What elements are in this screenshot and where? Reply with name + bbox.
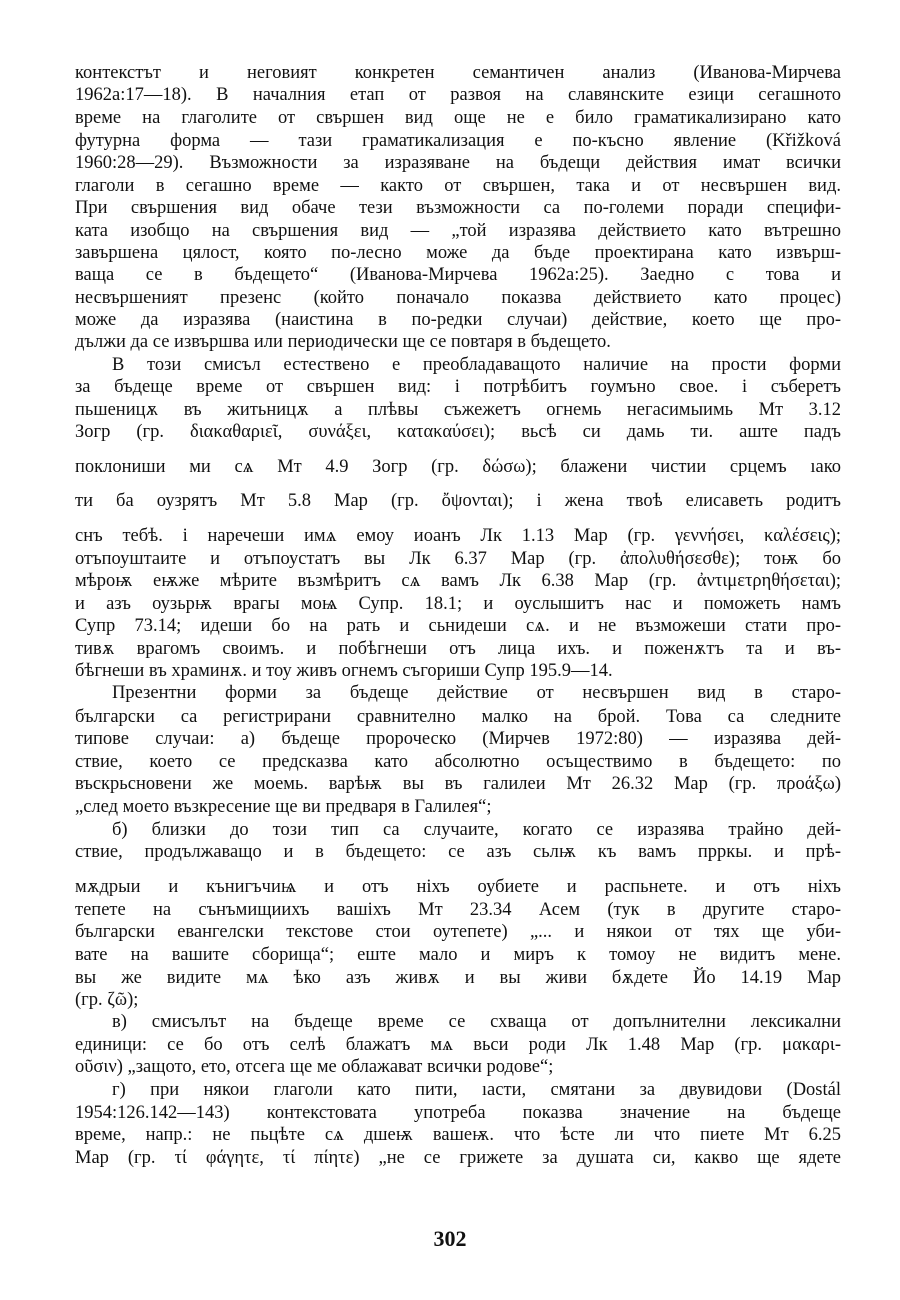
text-line: време на глаголите от свършен вид още не е било граматикализирано като <box>75 108 841 128</box>
text-line: типове случаи: а) бъдеще пророческо (Мирчев 1972:80) — изразява дей- <box>75 729 841 749</box>
text-line: отъпоуштаите и отъпоустатъ вы Лк 6.37 Мар (гр. ἀπολυθήσεσθε); тоѭ бо <box>75 549 841 569</box>
text-line: (гр. ζῶ); <box>75 990 139 1010</box>
text-line: ствие, което се предсказва като абсолютно осъществимо в бъдещето: по <box>75 752 841 772</box>
text-line: поклониши ми сѧ Мт 4.9 Зогр (гр. δώσω); блажени чистии срцемъ ıако <box>75 457 841 477</box>
text-line: пьшеницѫ въ житьницѫ а плѣвы съжежетъ огнемь негасимыимь Мт 3.12 <box>75 400 841 420</box>
text-line: дължи да се извършва или периодически ще се повтаря в бъдещето. <box>75 332 611 352</box>
text-line: в) смисълът на бъдеще време се схваща от допълнителни лексикални <box>112 1012 841 1032</box>
text-line: контекстът и неговият конкретен семантичен анализ (Иванова-Мирчева <box>75 63 841 83</box>
text-line: и азъ оузьрѭ врагы моѩ Супр. 18.1; и оуслышитъ нас и поможеть намъ <box>75 594 841 614</box>
text-line: При свършения вид обаче тези възможности са по-големи поради специфи- <box>75 198 841 218</box>
text-line: глаголи в сегашно време — както от свършен, така и от несвършен вид. <box>75 176 841 196</box>
text-line: тивѫ врагомъ своимъ. и побѣгнеши отъ лица ихъ. и поженѫтъ та и въ- <box>75 639 841 659</box>
text-line: футурна форма — тази граматикализация е по-късно явление (Křižková <box>75 131 841 151</box>
text-line: г) при някои глаголи като пити, ıасти, смятани за двувидови (Dostál <box>112 1080 841 1100</box>
text-line: мѣроѭ еѭже мѣрите възмѣритъ сѧ вамъ Лк 6.38 Мар (гр. ἀντιμετρηθήσεται); <box>75 571 841 591</box>
text-line: бѣгнеши въ храминѫ. и тоу живъ огнемъ съгориши Супр 195.9—14. <box>75 661 613 681</box>
text-line: Презентни форми за бъдеще действие от несвършен вид в старо- <box>112 683 841 703</box>
text-line: вате на вашите сборища“; еште мало и миръ к томоу не видитъ мене. <box>75 945 841 965</box>
text-line: 1960:28—29). Възможности за изразяване на бъдещи действия имат всички <box>75 153 841 173</box>
text-line: В този смисъл естествено е преобладаващото наличие на прости форми <box>112 355 841 375</box>
page-number: 302 <box>433 1226 467 1251</box>
text-line: може да изразява (наистина в по-редки случаи) действие, което ще про- <box>75 310 841 330</box>
text-line: б) близки до този тип са случаите, когато се изразява трайно дей- <box>112 820 841 840</box>
text-line: въскрьсновени же моемь. варѣѭ вы въ галилеи Мт 26.32 Мар (гр. προάξω) <box>75 774 841 794</box>
text-line: ката изобщо на свършения вид — „той изразява действието като вътрешно <box>75 221 841 241</box>
text-line: „след моето възкресение ще ви предваря в Галилея“; <box>75 797 492 817</box>
text-line: български евангелски текстове стои оутепете) „... и някои от тях ще уби- <box>75 922 841 942</box>
text-line: οῦσιν) „защото, ето, отсега ще ме облажават всички родове“; <box>75 1057 554 1077</box>
text-line: ти ба оузрятъ Мт 5.8 Мар (гр. ὄψονται); і жена твоѣ елисаветь родитъ <box>75 491 841 511</box>
text-line: Мар (гр. τί φάγητε, τί πίητε) „не се грижете за душата си, какво ще ядете <box>75 1148 841 1168</box>
text-line: единици: се бо отъ селѣ блажатъ мѧ вьси роди Лк 1.48 Мар (гр. μακαρι- <box>75 1035 841 1055</box>
text-line: снъ тебѣ. і наречеши имѧ емоу иоанъ Лк 1.13 Мар (гр. γεννήσει, καλέσεις); <box>75 526 841 546</box>
text-line: ваща се в бъдещето“ (Иванова-Мирчева 1962а:25). Заедно с това и <box>75 265 841 285</box>
text-line: 1962а:17—18). В началния етап от развоя на славянските езици сегашното <box>75 85 841 105</box>
text-line: 1954:126.142—143) контекстовата употреба показва значение на бъдеще <box>75 1103 841 1123</box>
text-line: несвършеният презенс (който поначало показва действието като процес) <box>75 288 841 308</box>
text-line: мѫдрыи и кънигъчиѩ и отъ ніхъ оубиете и распьнете. и отъ ніхъ <box>75 877 841 897</box>
text-line: Зогр (гр. διακαθαριεῖ, συνάξει, κατακαύσει); вьсѣ си дамь ти. аште падъ <box>75 422 841 442</box>
text-line: ствие, продължаващо и в бъдещето: се азъ сьлѭ къ вамъ прркы. и прѣ- <box>75 842 841 862</box>
text-line: завършена цялост, която по-лесно може да бъде проектирана като извърш- <box>75 243 841 263</box>
text-line: за бъдеще време от свършен вид: і потрѣбитъ гоумъно свое. і съберетъ <box>75 377 841 397</box>
text-line: Супр 73.14; идеши бо на рать и сьнидеши сѧ. и не възможеши стати про- <box>75 616 841 636</box>
text-line: време, напр.: не пьцѣте сѧ дшеѭ вашеѭ. что ѣсте ли что пиете Мт 6.25 <box>75 1125 841 1145</box>
text-line: вы же видите мѧ ѣко азъ живѫ и вы живи бѫдете Йо 14.19 Мар <box>75 968 841 988</box>
text-line: български са регистрирани сравнително малко на брой. Това са следните <box>75 707 841 727</box>
text-line: тепете на сънъмищиихъ вашіхъ Мт 23.34 Асем (тук в другите старо- <box>75 900 841 920</box>
